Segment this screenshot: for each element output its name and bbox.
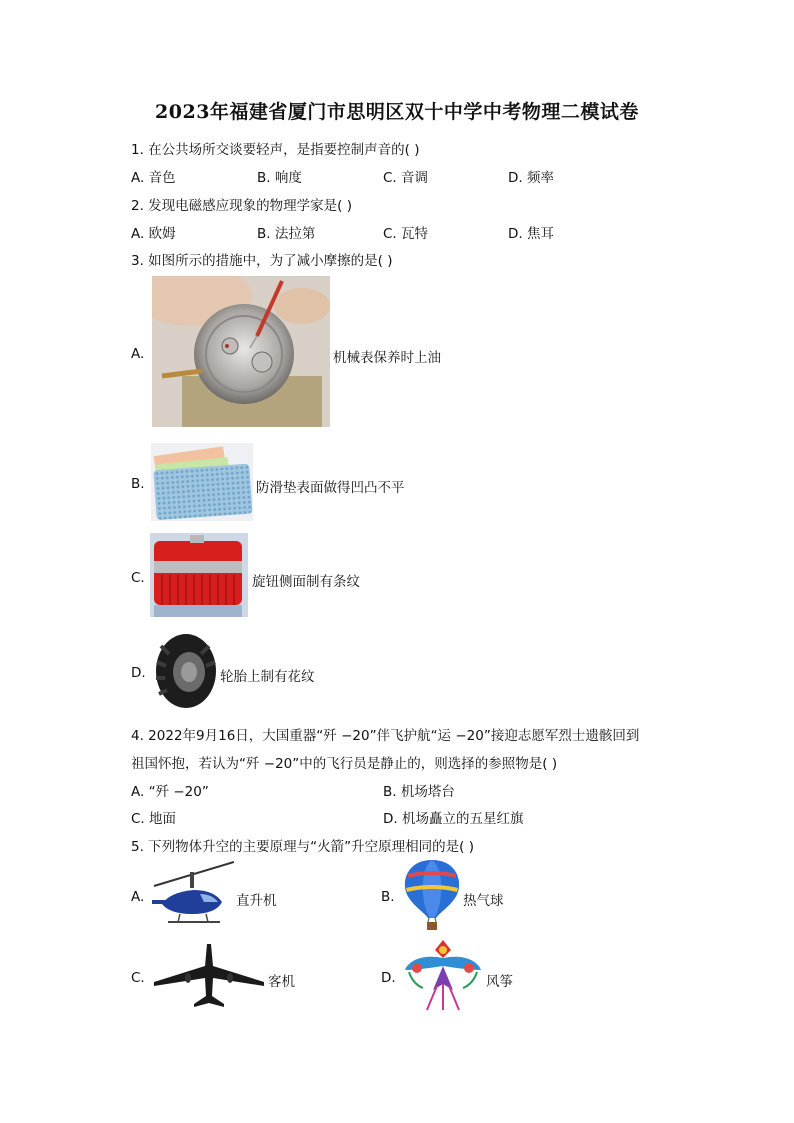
airliner-image <box>152 942 266 1010</box>
q3-option-d-letter: D. <box>131 665 146 681</box>
question-3-stem: 3. 如图所示的措施中，为了减小摩擦的是( ) <box>131 253 393 269</box>
q5-option-b-letter: B. <box>381 889 395 905</box>
q3-option-a-caption: 机械表保养时上油 <box>333 350 441 366</box>
q2-option-b: B. 法拉第 <box>257 226 316 242</box>
q3-option-b-letter: B. <box>131 476 145 492</box>
q1-option-d: D. 频率 <box>508 170 554 186</box>
q4-option-b: B. 机场塔台 <box>383 784 455 800</box>
watch-oiling-photo <box>152 276 330 427</box>
q5-option-a-letter: A. <box>131 889 145 905</box>
q5-option-b-caption: 热气球 <box>463 893 504 909</box>
q4-option-c: C. 地面 <box>131 811 177 827</box>
exam-title: 2023年福建省厦门市思明区双十中学中考物理二模试卷 <box>155 101 639 123</box>
q5-option-d-caption: 风筝 <box>486 974 513 990</box>
helicopter-image <box>150 858 234 932</box>
question-1-stem: 1. 在公共场所交谈要轻声，是指要控制声音的( ) <box>131 142 420 158</box>
question-4-stem-line-2: 祖国怀抱，若认为“歼 −20”中的飞行员是静止的，则选择的参照物是( ) <box>131 756 558 772</box>
q5-option-a-caption: 直升机 <box>236 893 277 909</box>
q5-option-d-letter: D. <box>381 970 396 986</box>
q4-option-d: D. 机场矗立的五星红旗 <box>383 811 524 827</box>
question-2-stem: 2. 发现电磁感应现象的物理学家是( ) <box>131 198 352 214</box>
q1-option-a: A. 音色 <box>131 170 176 186</box>
q1-option-b: B. 响度 <box>257 170 302 186</box>
q3-option-b-caption: 防滑垫表面做得凹凸不平 <box>256 480 405 496</box>
knob-photo <box>150 533 248 617</box>
q1-option-c: C. 音调 <box>383 170 429 186</box>
kite-image <box>403 940 483 1012</box>
question-4-stem-line-1: 4. 2022年9月16日，大国重器“歼 −20”伴飞护航“运 −20”接迎志愿军烈士遗骸回到 <box>131 728 640 744</box>
q3-option-c-caption: 旋钮侧面制有条纹 <box>252 574 360 590</box>
q4-option-a: A. “歼 −20” <box>131 784 209 800</box>
q2-option-a: A. 欧姆 <box>131 226 176 242</box>
tire-photo <box>153 632 219 710</box>
hot-air-balloon-image <box>402 858 462 932</box>
question-5-stem: 5. 下列物体升空的主要原理与“火箭”升空原理相同的是( ) <box>131 839 474 855</box>
q5-option-c-letter: C. <box>131 970 145 986</box>
q2-option-d: D. 焦耳 <box>508 226 554 242</box>
q3-option-a-letter: A. <box>131 346 145 362</box>
q3-option-c-letter: C. <box>131 570 145 586</box>
q3-option-d-caption: 轮胎上制有花纹 <box>220 669 315 685</box>
q2-option-c: C. 瓦特 <box>383 226 429 242</box>
anti-slip-mat-photo <box>151 443 253 521</box>
q5-option-c-caption: 客机 <box>268 974 295 990</box>
